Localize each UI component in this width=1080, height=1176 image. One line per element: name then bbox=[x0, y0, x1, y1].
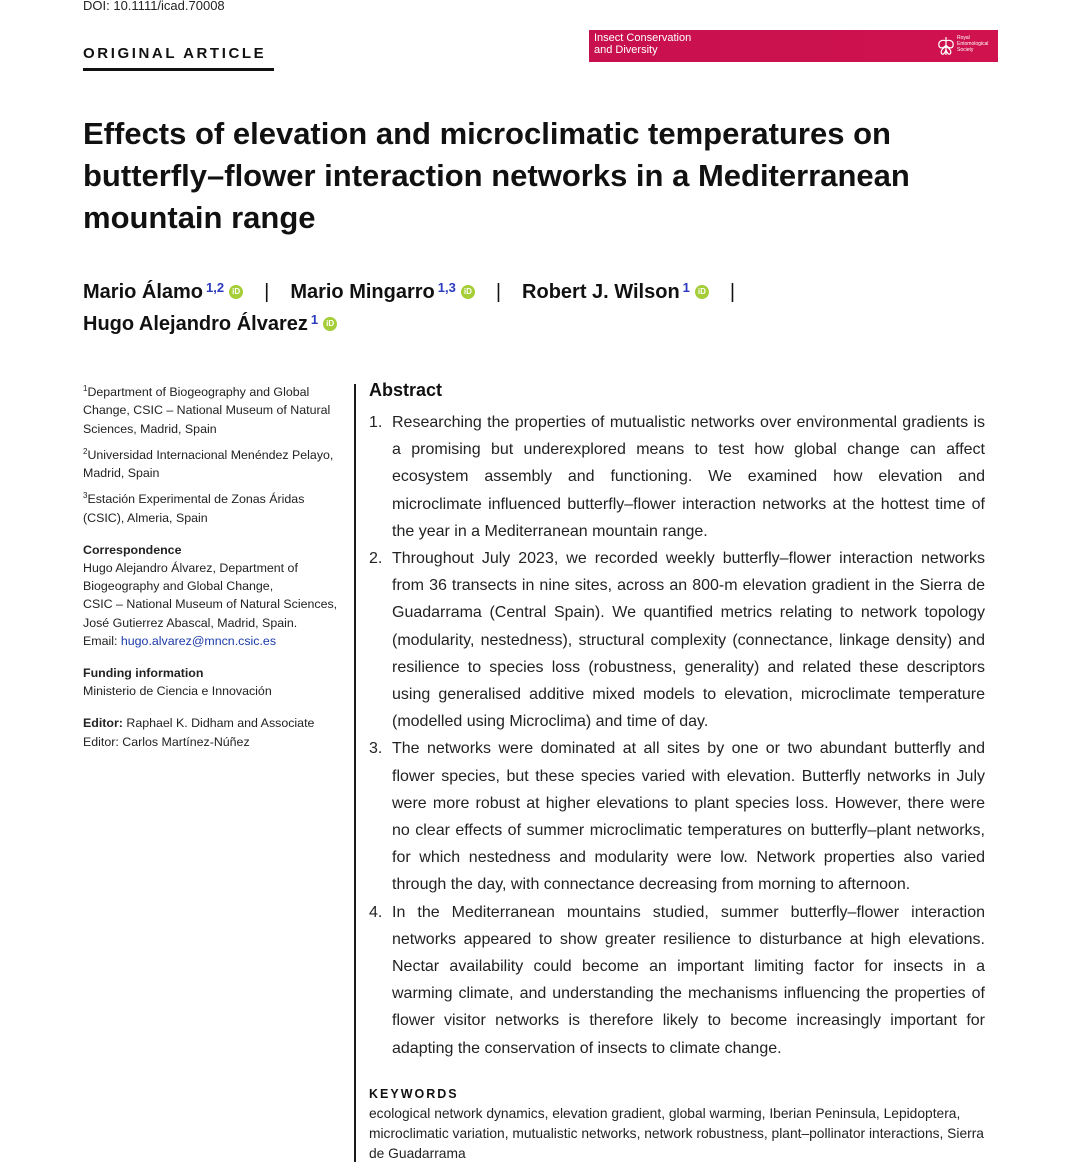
article-info-column bbox=[83, 380, 345, 751]
abstract-item-number: 2. bbox=[369, 550, 383, 568]
affiliation-text: Estación Experimental de Zonas Áridas (CSIC), Almeria, Spain bbox=[83, 492, 305, 525]
author[interactable] bbox=[290, 281, 475, 304]
abstract-item bbox=[369, 409, 985, 545]
author[interactable] bbox=[83, 313, 337, 336]
author-name: Hugo Alejandro Álvarez bbox=[83, 312, 308, 335]
author[interactable] bbox=[83, 281, 243, 304]
abstract-item bbox=[369, 735, 985, 898]
keywords bbox=[369, 1087, 985, 1164]
abstract bbox=[369, 380, 985, 1062]
author-affiliation: 1,2 bbox=[206, 279, 225, 295]
affiliation bbox=[83, 380, 345, 438]
funding-text: Ministerio de Ciencia e Innovación bbox=[83, 684, 272, 699]
abstract-heading: Abstract bbox=[369, 380, 443, 400]
correspondence-line: CSIC – National Museum of Natural Sciences, bbox=[83, 597, 338, 612]
author-name: Robert J. Wilson bbox=[522, 280, 680, 303]
abstract-item-number: 1. bbox=[369, 414, 383, 431]
affiliation-text: Department of Biogeography and Global Change, CSIC – National Museum of Natural Sciences, Madrid, Spain bbox=[83, 385, 331, 436]
author-separator: | bbox=[495, 280, 502, 303]
author-name: Mario Mingarro bbox=[290, 280, 435, 303]
abstract-item-number: 3. bbox=[369, 740, 383, 758]
insect-logo-icon bbox=[937, 36, 955, 56]
author-separator: | bbox=[264, 280, 270, 303]
affiliation-text: Universidad Internacional Menéndez Pelayo, Madrid, Spain bbox=[83, 447, 334, 481]
editor-label: Editor: bbox=[83, 716, 123, 731]
keywords-text: ecological network dynamics, elevation gradient, global warming, Iberian Peninsula, Lepidoptera, microclimatic variation, mutualistic networks, network robustness, plant–pollinator interactions, Sierra de Guadarrama bbox=[369, 1106, 984, 1161]
journal-name: Insect Conservation and Diversity bbox=[594, 32, 692, 56]
correspondence-line: Biogeography and Global Change, bbox=[83, 579, 274, 594]
journal-banner[interactable] bbox=[589, 30, 998, 62]
abstract-item-text: Researching the properties of mutualistic networks over environmental gradients is a promising but underexplored means to test how global change can affect ecosystem assembly and functioning. We examined how elevation and microclimate influenced butterfly–flower interaction networks at the hottest time of the year in a Mediterranean mountain range. bbox=[392, 414, 985, 540]
society-logo bbox=[937, 34, 995, 58]
abstract-item-text: The networks were dominated at all sites by one or two abundant butterfly and flower species, but these species varied with elevation. Butterfly networks in July were more robust at higher elevations to plant species loss. However, there were no clear effects of summer microclimatic temperatures on butterfly–plant networks, for which nestedness and modularity were low. Network properties also varied through the day, with connectance decreasing from morning to afternoon. bbox=[392, 740, 985, 894]
keywords-heading: KEYWORDS bbox=[369, 1087, 459, 1101]
email-label: Email: bbox=[83, 633, 121, 648]
doi: DOI: 10.1111/icad.70008 bbox=[83, 0, 225, 13]
editor-text: Raphael K. Didham and Associate bbox=[122, 716, 315, 731]
abstract-item bbox=[369, 545, 985, 735]
author-line-2 bbox=[83, 308, 756, 340]
correspondence-line: Hugo Alejandro Álvarez, Department of bbox=[83, 561, 298, 575]
author-list bbox=[83, 276, 756, 340]
author-affiliation: 1,3 bbox=[437, 279, 456, 295]
author-affiliation: 1 bbox=[682, 279, 690, 295]
author-name: Mario Álamo bbox=[83, 280, 204, 303]
author[interactable] bbox=[522, 281, 709, 304]
editor-info bbox=[83, 714, 345, 750]
abstract-item-number: 4. bbox=[369, 903, 383, 921]
affiliation bbox=[83, 487, 345, 527]
column-divider bbox=[354, 384, 356, 1162]
orcid-icon[interactable]: iD bbox=[229, 285, 243, 299]
editor-text-2: Carlos Martínez-Núñez bbox=[118, 734, 250, 749]
author-affiliation: 1 bbox=[310, 311, 319, 327]
orcid-icon[interactable]: iD bbox=[695, 285, 709, 299]
abstract-item-text: In the Mediterranean mountains studied, summer butterfly–flower interaction networks appeared to show greater resilience to disturbance at high elevations. Nectar availability could become an important limiting factor for insects in a warming climate, and understanding the mechanisms influencing the properties of flower visitor networks is therefore likely to become increasingly important for adapting the conservation of insects to climate change. bbox=[392, 903, 985, 1057]
affiliation bbox=[83, 443, 345, 483]
section-label: ORIGINAL ARTICLE bbox=[83, 45, 267, 62]
editor-label-2: Editor: bbox=[83, 734, 119, 749]
abstract-item bbox=[369, 899, 985, 1062]
email-link[interactable]: hugo.alvarez@mncn.csic.es bbox=[120, 633, 277, 648]
affiliation-number: 3 bbox=[83, 491, 88, 501]
author-separator: | bbox=[729, 280, 736, 303]
orcid-icon[interactable]: iD bbox=[461, 285, 475, 299]
author-line-1 bbox=[83, 276, 756, 308]
abstract-list bbox=[369, 409, 985, 1062]
abstract-item-text: Throughout July 2023, we recorded weekly butterfly–flower interaction networks from 36 transects in nine sites, across an 800-m elevation gradient in the Sierra de Guadarrama (Central Spain). We quantified metrics relating to network topology (modularity, nestedness), structural complexity (connectance, linkage density) and resilience to species loss (robustness, generality) and related these descriptors using generalised additive mixed models to elevation, microclimate temperature (modelled using Microclima) and time of day. bbox=[392, 550, 985, 731]
affiliation-number: 1 bbox=[83, 384, 88, 393]
orcid-icon[interactable]: iD bbox=[323, 317, 337, 331]
section-underline bbox=[83, 68, 274, 71]
affiliation-number: 2 bbox=[83, 446, 88, 456]
correspondence-email bbox=[83, 632, 345, 650]
society-name: Royal Entomological Society bbox=[957, 35, 989, 53]
correspondence-line: José Gutierrez Abascal, Madrid, Spain. bbox=[83, 615, 298, 630]
correspondence-heading: Correspondence bbox=[83, 542, 182, 557]
funding-heading: Funding information bbox=[83, 666, 204, 681]
article-title: Effects of elevation and microclimatic temperatures on butterfly–flower interaction networks in a Mediterranean mountain range bbox=[83, 116, 910, 235]
